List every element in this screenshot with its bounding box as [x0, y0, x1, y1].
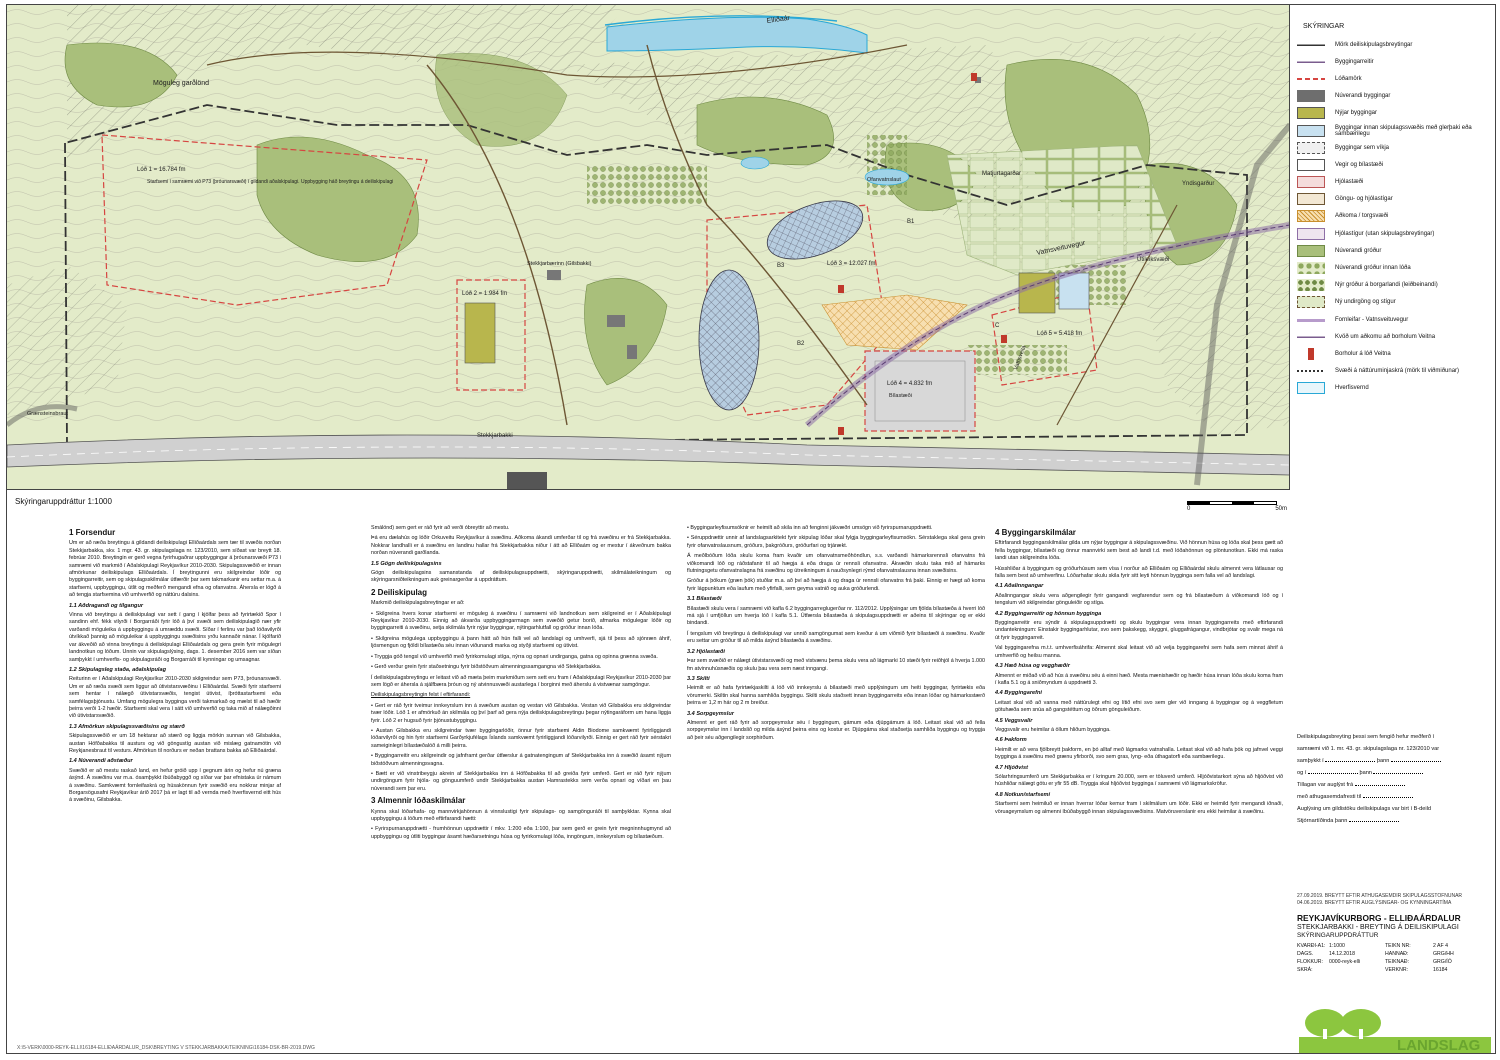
paragraph: Eftirfarandi byggingarskilmálar gilda um nýjar byggingar á skipulagssvæðinu. Við hönnun húsa og lóða skal þess gætt að fella byggingar, bílastæði og önnur mannvirki sem best að landi t.d. með lóðahönnun og plöntunotkun. Ekki má raska landi utan skilgreindra lóða. [995, 540, 1283, 562]
legend-item [1297, 328, 1491, 345]
bullet: • Séruppdrættir unnir af landslagsarkitekt fyrir skipulag lóðar skal fylgja byggingarleyfisumsókn. Sérstaklega skal gera grein fyrir ofanvatnslausnum, gróðurs, þakgróðurs, gróðurfari og trjárækt. [687, 535, 985, 549]
bullet: • Gerð verður grein fyrir staðsetningu fyrir biðstöðvum almenningssamgangna við Stekkjarbakka. [371, 664, 602, 671]
label-c: C [995, 323, 1000, 329]
paragraph: Heimilt er að hafa fyrirtækjaskilti á lóð við innkeyrslu á bílastæði með upplýsingum um heiti byggingar, fyrirtækis eða vörumerki. Skiltin skal hanna samhliða byggingu. Skilti skulu staðsett innan byggingarreits eða innan lóðar og hámarksstærð þeirra er 1,2 m hár og 2 m breiður. [687, 685, 985, 707]
approval-line-3 [1297, 755, 1492, 767]
label-stekkjarbaer: Stekkjarbærinn (Gilsbakki) [527, 261, 592, 267]
label-vatnsveituvegur: Vatnsveituvegur [1035, 239, 1087, 257]
text-column-3 [687, 525, 985, 1040]
subheading: 1.1 Aðdragandi og tilgangur [69, 602, 144, 609]
label-lot-1-note-text: Starfsemi í samræmi við P73 (þróunarsvæði) í gildandi aðalskipulagi. Uppbygging háð breytingu á deiliskipulagi [147, 179, 394, 185]
meta-value: 2 AF 4 [1433, 943, 1448, 949]
paragraph: Starfsemi sem heimiluð er innan hverrar lóðar kemur fram í skilmálum um lóðir. Ekki er heimild fyrir mengandi iðnaði, vöruageymslum og almenni íbúðabyggð innan skipulagssvæðisins. Matvöruverslanir eru ekki heimilar á svæðinu. [995, 801, 1283, 815]
label-stekkjarbakki: Stekkjarbakki [477, 433, 513, 439]
scale-bar-labels [1187, 506, 1287, 512]
legend-label: Núverandi gróður [1335, 247, 1382, 254]
legend-item [1297, 363, 1491, 380]
subheading: 3.4 Sorpgeymslur [687, 710, 734, 717]
legend-item [1297, 277, 1491, 294]
logo-trunk-2 [1359, 1029, 1363, 1039]
legend-swatch [1297, 370, 1325, 372]
paragraph: Reiturinn er í Aðalskipulagi Reykjavíkur 2010-2030 skilgreindur sem P73, þróunarsvæði. Um er að ræða svæði sem liggur að útivistarsvæðinu í Elliðaárdal. Svæði fyrir starfsemi sem hentar í nálægð útivistarsvæðis, tengist útivist, íþróttastarfsemi eða samfélagsþjónustu. Umfang mögulegra bygginga verði takmarkað og mælst til að hæðir þeirra verði 1-2 hæðir. Starfsemi skal vera í sátt við umhverfið og taka mið af nálægðinni við útivistarsvæðið. [69, 676, 281, 720]
legend-swatch [1297, 176, 1325, 188]
legend-swatch [1297, 56, 1325, 68]
legend-swatch [1297, 382, 1325, 394]
signature-blank[interactable] [1308, 773, 1358, 774]
site-plan-map[interactable] [7, 5, 1290, 490]
signature-blank[interactable] [1325, 761, 1375, 762]
tree-row-1 [587, 165, 707, 205]
existing-building-2 [607, 315, 625, 327]
legend-label: Aðkoma / torgsvæði [1335, 213, 1389, 220]
approval-line-1: Deiliskipulagsbreyting þessi sem fengið hefur meðferð í [1297, 734, 1435, 740]
subheading: 4.5 Veggsvalir [995, 717, 1033, 724]
scale-bar [1187, 501, 1287, 512]
meta-label: TEIKNAÐ: [1385, 959, 1409, 965]
heading-almennir-lodaskilmalar: 3 Almennir lóðaskilmálar [371, 796, 466, 806]
legend-item [1297, 225, 1491, 242]
approval-line-8 [1297, 815, 1492, 827]
label-b2: B2 [797, 341, 805, 347]
existing-building-3 [627, 345, 637, 359]
legend-swatch [1297, 159, 1325, 171]
legend-item [1297, 242, 1491, 259]
paragraph: Þá eru dælahús og lóðir Orkuveitu Reykjavíkur á svæðinu. Aðkoma ákandi umferðar til og frá svæðinu er frá Stekkjarbakka. Nokkrar landhalli er á svæðinu en landinu hallar frá Stekkjarbakka niður í átt að Elliðaám og er mestur í ákveðnum bakka norðan núverandi garðlanda. [371, 535, 671, 557]
map-canvas [7, 5, 1290, 490]
meta-value [1329, 966, 1385, 974]
subheading: 4.2 Byggingarreitir og hönnun bygginga [995, 610, 1102, 617]
paragraph: Leitast skal við að vanna með náttúrulegt efni og lítið efni svo sem gler við inngang á byggingar og á veggfletum götuhæða sem snúa að gangstéttum og öðrum gönguleiðum. [995, 699, 1283, 714]
paragraph: Í deiliskipulagsbreytingu er leitast við að mæta þeim markmiðum sem sett eru fram í Aðalskipulagi Reykjavíkur 2010-2030 þar sem lögð er áhersla á sjálfbæra þróun og ný atvinnusvæði austarlega í borginni með áherslu á vistvænar samgöngur. [371, 674, 671, 688]
pond-ofanvatnslaut-2 [741, 157, 769, 169]
legend-swatch [1297, 78, 1325, 80]
tree-row-3 [867, 135, 907, 195]
legend-label: Hverfisvernd [1335, 385, 1369, 392]
legend-label: Núverandi gróður innan lóða [1335, 265, 1411, 272]
heading-byggingarskilmalar: 4 Byggingarskilmálar [995, 528, 1076, 537]
text-column-2 [371, 525, 671, 1040]
legend-item [1297, 311, 1491, 328]
meta-label: TEIKN NR: [1385, 943, 1411, 949]
legend-label: Byggingar sem víkja [1335, 144, 1390, 151]
text-column-1 [69, 525, 281, 1040]
legend-swatch [1297, 228, 1325, 240]
bullet: • Austan Gilsbakka eru skilgreindar tvær byggingarlóðir, önnur fyrir starfsemi Aldin Biodome samkvæmt fyrirliggjandi lóðarvilyrði og hin fyrir starfsemi Garðyrkjufélags Íslands samkvæmt fyrirliggjandi lóðarvilyrði. Einnig er gert ráð fyrir sérstakri sameiginlegri bílastæðalóð á milli þeirra. [371, 727, 671, 749]
legend-item [1297, 294, 1491, 311]
legend-label: Hjólastæði [1335, 179, 1364, 186]
meta-label: DAGS. [1297, 951, 1314, 957]
subheading: 1.3 Afmörkun skipulagssvæðisins og stærð [69, 723, 185, 730]
subheading: 4.8 Notkun/starfsemi [995, 791, 1051, 798]
borehole-4 [971, 73, 977, 81]
label-lot-5-area: Lóð 5 = 5.418 fm [1037, 331, 1083, 337]
label-b3: B3 [777, 263, 785, 269]
revision-1: 27.09.2019. BREYTT EFTIR ATHUGASEMDIR SKIPULAGSSTOFNUNAR [1297, 893, 1463, 899]
bullet: • Skilgreina hvers konar starfsemi er möguleg á svæðinu í samræmi við landnotkun sem skilgreind er í Aðalskipulagi Reykjavíkur 2010-2030. Einnig að ákvarða uppbyggingarmagn sem svæðið getur borið, afmarka mögulegar lóðir og byggingarreiti á svæðinu, setja skilmála fyrir nýjar byggingar, nýtingarhlutfall og gróður innan lóða. [371, 610, 671, 632]
legend-item [1297, 139, 1491, 156]
drawing-name: SKÝRINGARUPPDRÁTTUR [1297, 932, 1379, 939]
legend-items [1297, 36, 1491, 397]
legend-item [1297, 156, 1491, 173]
date-blank[interactable] [1355, 785, 1405, 786]
meta-label: HANNAÐ: [1385, 951, 1409, 957]
meta-label: KVARÐI-A1: [1297, 943, 1326, 949]
scale-bar-graphic [1187, 501, 1277, 505]
title-block [1297, 913, 1491, 974]
label-lot-2-area: Lóð 2 = 1.984 fm [462, 291, 508, 297]
date-blank[interactable] [1391, 761, 1441, 762]
paragraph: Vinna við breytingu á deiliskipulagi var sett í gang í kjölfar þess að fyrirtækið Spor í sandinn ehf. fékk vilyrði í Borgarráði fyrir lóð á því svæði sem deiliskipulagið nær yfir varðandi möguleika á uppbyggingu á umræddu svæði. Síðar í ferlinu var það lóðavilyrði útvíkkað þannig að möguleikar á uppbyggingu svæðisins yrðu kannaðir nánar. Í kjölfarið var ákveðið að vinna breytingu á deiliskipulagi Elliðaárdals og gera grein fyrir mögulegri landnotkun og lóðum. Unnin var skipulagslýsing, dags. 1. desember 2016 sem var síðan samþykkt í umhverfis- og skipulagsráði og Borgarráði til kynningar og umsagnar. [69, 612, 281, 663]
paragraph: Bílastæði skulu vera í samræmi við kafla 6.2 byggingarreglugerðar nr. 112/2012. Upplýsingar um fjölda bílastæða á hverri lóð má sjá í umfjöllun um hverja lóð í kafla 5.1. Útfærsla bílastæða á skipulagsuppdrætti er aðeins til skýringar og er ekki bindandi. [687, 605, 985, 627]
river-ellidaar [607, 17, 867, 53]
landslag-logo-graphic [1299, 1007, 1491, 1053]
legend-swatch [1297, 262, 1325, 274]
legend-label: Byggingarreitir [1335, 58, 1374, 65]
approval-pann-1: þann [1376, 758, 1390, 764]
meta-value: GRG/HH [1433, 951, 1454, 957]
label-matjurtagardar: Matjurtagarðar [982, 171, 1022, 177]
legend-item [1297, 191, 1491, 208]
paragraph: Markmið deiliskipulagsbreytingar er að: [371, 600, 465, 607]
logo-text: LANDSLAG [1397, 1037, 1481, 1053]
legend-item [1297, 208, 1491, 225]
meta-value: GRG/ÍÓ [1433, 959, 1452, 965]
meta-value: 0000-reyk-elli [1329, 959, 1361, 965]
legend-swatch [1297, 90, 1325, 102]
project-name: STEKKJARBAKKI - BREYTING Á DEILISKIPULAGI [1297, 924, 1459, 931]
legend-swatch [1297, 125, 1325, 137]
glass-dome-1-grid [699, 270, 759, 410]
drawing-sheet [6, 4, 1496, 1054]
legend-swatch [1297, 107, 1325, 119]
legend-item [1297, 174, 1491, 191]
borehole-2 [838, 427, 844, 435]
bullet: • Byggingarleyfisumsóknir er heimilt að skila inn að fenginni jákvæðri umsögn við fyrirspurnaruppdrætti. [687, 525, 933, 531]
heading-deiliskipulag: 2 Deiliskipulag [371, 587, 428, 597]
label-utileiksvaedi: Útileiksvæði [1137, 257, 1170, 263]
subheading: 4.6 Þakform [995, 737, 1027, 744]
legend-label: Vegir og bílastæði [1335, 161, 1384, 168]
subheading: 4.7 Hljóðvist [995, 764, 1028, 771]
legend-item [1297, 36, 1491, 53]
legend [1291, 5, 1497, 525]
subheading: 3.1 Bílastæði [687, 596, 722, 603]
legend-swatch [1297, 314, 1325, 326]
scale-label-start: 0 [1187, 506, 1191, 512]
date-blank[interactable] [1363, 797, 1413, 798]
logo-trunk-1 [1323, 1029, 1327, 1039]
paragraph: Á meðlbóðum lóða skulu koma fram kvaðir um ofanvatnsmeðhöndlun, s.s. varðandi hámarksrennsli ofanvatns frá viðkomandi lóð og ráðstafanir til að hægja á eða draga úr rennsli ofanvatns. Ákvæðin skulu taka mið af hámarks flutningsgetu ofanvatnslagna frá svæðinu og útreikningum á nauðsynlegri rýmd ofanvatnslausna innan svæðisins. [687, 553, 985, 575]
heading-forsendur: 1 Forsendur [69, 528, 116, 537]
paragraph: Þar sem svæðið er nálægt útivistarsvæði og með vistvænu þema skulu vera að lágmarki 10 stæði fyrir reiðhjól á hverja 1.000 fm atvinnuhúsnæðis og skulu þau vera sem næst inngangi. [687, 658, 985, 672]
approval-line-4 [1297, 767, 1492, 779]
legend-label: Ný undirgöng og stígur [1335, 299, 1396, 306]
bullet: • Bætt er við vinstribeygju akrein af Stekkjarbakka inn á Höfðabakka til að greiða fyrir umferð. Gert er ráð fyrir nýjum undirgöngum fyrir hjóla- og gönguumferð undir Stekkjarbakka austan Hamrastekks sem verða opnari og víðari en þau núverandi sem þar eru. [371, 770, 671, 792]
revision-2: 04.06.2019. BREYTT EFTIR AUGLÝSINGAR- OG KYNNINGARTÍMA [1297, 900, 1452, 906]
approval-line-2: samræmi við 1. mr. 43. gr. skipulagslaga nr. 123/2010 var [1297, 746, 1440, 752]
paragraph: Byggingarreitir eru sýndir á skipulagsuppdrætti og skulu byggingar vera innan byggingarreits með eftirfarandi undantekningum: Einstakir byggingarhlutar, svo sem þakskegg, skyggni, gluggafrágangur, vindbrjótar og svalir mega ná út fyrir byggingarreit. [995, 620, 1283, 641]
subheading: 3.2 Hjólastæði [687, 648, 725, 655]
subheading: 4.3 Hæð húsa og vegghæðir [995, 663, 1070, 670]
paragraph: Sólarhringsumferð um Stekkjarbakka er í kringum 20.000, sem er töluverð umferð. Hljóðvistarkort sýna að hljóðvist við húshliðar nálægt götu er yfir 55 dB. Tryggja skal hljóðvist bygginga í samræmi við lágmarkskröfur. [995, 773, 1283, 788]
legend-item [1297, 122, 1491, 139]
scale-label-end: 50m [1275, 506, 1287, 512]
label-lot-5-note: Vatnsveita [1013, 344, 1028, 371]
legend-swatch [1297, 142, 1325, 154]
bullet: • Tryggja góð tengsl við umhverfið með fyrirkomulagi stíga, nýrra og opnari undirganga, gatna og opinna grænna svæða. [371, 653, 658, 660]
legend-item [1297, 88, 1491, 105]
approval-line-7: Auglýsing um gildistöku deiliskipulags var birt í B-deild [1297, 806, 1432, 812]
paragraph: Skipulagssvæðið er um 18 hektarar að stærð og liggja mörkin sunnan við Gilsbakka, austan Höfðabakka til austurs og við göngustíg austan við mislæg gatnamótin við Reykjanesbraut til vesturs. Afmörkun til norðurs er neðan brattans bakka að Elliðaárdal. [69, 733, 281, 754]
label-lot-4-area: Lóð 4 = 4.832 fm [887, 381, 933, 387]
legend-label: Byggingar innan skipulagssvæðis með glerþaki eða sambærilegu [1335, 124, 1472, 137]
paragraph: Svæðið er að mestu raskað land, en hefur gróið upp í gegnum árin og hefur nú græna ásýnd. Á svæðinu var m.a. ósamþykkt íbúðabyggð og síðar var þar efnistaka úr námum á svæðinu. Samkvæmt fornleifaskrá og húsakönnun fyrir svæðið eru nokkrar minjar af Borgarsögusafni Reykjavíkur árið 2017 þá er lagt til að vernda með hverfisvernd eitt hús á svæðinu, Gilsbakka. [69, 767, 281, 804]
approval-og-i: og í [1297, 770, 1307, 776]
label-lot-1-area: Lóð 1 = 16.784 fm [137, 167, 186, 173]
paragraph: Gögn deiliskipulagsins samanstanda af deiliskipulagsuppdrætti, skýringaruppdrætti, skilmálateikningum og skýringarsniðteikningum auk greinargerðar á uppdráttum. [371, 570, 671, 584]
meta-value: 14.12.2018 [1329, 951, 1355, 957]
legend-swatch [1297, 331, 1325, 343]
approval-pann-2: þann [1359, 770, 1372, 776]
subheading: 1.4 Núverandi aðstæður [69, 758, 133, 765]
label-b1: B1 [907, 219, 915, 225]
meta-label: SKRÁ: [1297, 967, 1313, 973]
existing-building-4 [507, 472, 547, 490]
legend-label: Nýr gróður á borgarlandi (leiðbeinandi) [1335, 282, 1438, 289]
meta-label: VERKNR: [1385, 967, 1409, 973]
label-lot-1-note [147, 178, 393, 185]
approval-line-5 [1297, 779, 1492, 791]
approval-auglyst: Tillagan var auglýst frá [1297, 782, 1354, 788]
legend-item [1297, 259, 1491, 276]
paragraph: Í tengslum við breytingu á deiliskipulagi var unnið samgöngumat sem kveður á um viðmið fyrir bílastæði á svæðinu. Kvaðir eru settar um gróður til að milda ásýnd bílastæða á svæðinu. [687, 630, 985, 645]
lot-2-building [465, 303, 495, 363]
subheading: 4.4 Byggingarefni [995, 690, 1042, 697]
label-west-road: Grænsteinsbraut [27, 411, 68, 417]
paragraph: Veggsvalir eru heimilar á öllum hliðum bygginga. [995, 726, 1111, 733]
label-ofanvatnslaut: Ofanvatnslaut [867, 177, 901, 183]
subheading: 1.5 Gögn deiliskipulagsins [371, 560, 442, 567]
text-column-4 [995, 525, 1283, 1040]
subheading: 3.3 Skilti [687, 675, 710, 682]
label-lot-4-note: Bílastæði [889, 393, 912, 399]
glass-building-east [1059, 273, 1089, 309]
paragraph: Heimilt er að vera fjölbreytt þakform, en þó alltaf með lágmarks vatnshalla. Leitast skal við að hafa þök og jafnvel veggi bygginga á svæðinu með grænu yfirborði, svo sem gras, lyng- eða úthagatorfi eða sambærilegu. [995, 746, 1283, 761]
legend-label: Göngu- og hjólastígar [1335, 196, 1393, 203]
legend-label: Nýjar byggingar [1335, 110, 1378, 117]
client-name: REYKJAVÍKURBORG - ELLIÐAÁRDALUR [1297, 913, 1461, 923]
paragraph: Val byggingarefna m.t.t. umhverfisáhrifa: Almennt skal leitast við að velja byggingarefni sem hafa sem minnst áhrif á umhverfið og heilsu manna. [995, 645, 1283, 659]
borehole-3 [1001, 335, 1007, 343]
subheading: 4.1 Aðalinngangar [995, 583, 1044, 590]
approval-line-6 [1297, 791, 1492, 803]
meta-value: 1:1000 [1329, 943, 1345, 949]
legend-label: Hjólastígur (utan skipulagsbreytingar) [1335, 230, 1435, 237]
legend-item [1297, 70, 1491, 87]
drawing-meta [1297, 942, 1491, 974]
approval-frestur: með athugasemdafresti til [1297, 794, 1362, 800]
legend-item [1297, 105, 1491, 122]
meta-label: FLOKKUR: [1297, 959, 1323, 965]
legend-swatch [1297, 193, 1325, 205]
subheading: 1.2 Skipulagsleg staða, aðalskipulag [69, 666, 166, 673]
bullet: • Byggingarreitir eru skilgreindir og jafnframt gerðar útfærslur á gatnatengingum af Stekkjarbakka inn á svæðið ásamt nýjum biðstöðvum almenningsvagna. [371, 753, 671, 767]
legend-label: Borholur á lóð Veitna [1335, 350, 1391, 357]
legend-swatch [1297, 39, 1325, 51]
date-blank[interactable] [1349, 821, 1399, 822]
legend-swatch [1297, 245, 1325, 257]
legend-label: Svæði á náttúruminjaskrá (mörk til viðmiðunar) [1335, 368, 1460, 375]
label-river: Elliðaár [766, 14, 791, 25]
label-yndisgardur: Yndisgarður [1182, 181, 1215, 187]
label-lot-3-area: Lóð 3 = 12.027 fm [827, 261, 876, 267]
borehole-1 [838, 285, 844, 293]
bullet: • Gert er ráð fyrir tveimur innkeyrslum inn á svæðum austan og vestan við Gilsbakka. Vestan við Gilsbakka eru skilgreindar tvær lóðir. Lóð 1 er afmörkuð án skilmála og því þarf að gera nýja deiliskipulagsbreytingu þegar nýtingaráform um hana liggja fyrir. Lóð 2 er hugsuð fyrir þjónustubyggingu. [371, 702, 671, 724]
paragraph: Aðalinngangar skulu vera aðgengilegir fyrir gangandi vegfarendur sem og frá bílastæðum á viðkomandi lóð og í tengslum við skilgreindar gönguleiðir og stíga. [995, 592, 1283, 607]
paragraph: Almennt er miðað við að hús á svæðinu séu á einni hæð. Mesta mænishæðir og hæðir húsa innan lóða skulu koma fram í kafla 5.1 og á sniðmyndum á uppdrætti 3. [995, 672, 1283, 686]
meta-value: 16184 [1433, 967, 1448, 973]
legend-swatch [1297, 279, 1325, 291]
legend-label: Núverandi byggingar [1335, 93, 1391, 100]
landslag-logo [1299, 1007, 1491, 1053]
legend-swatch [1297, 296, 1325, 308]
bullet: • Fyrirspurnaruppdrætti - frumhönnun uppdrættir í mkv. 1:200 eða 1:100, þar sem gerð er grein fyrir megninnhugmynd að uppbyggingu og útliti byggingar ásamt hæðarsetningu húsa og fyrirkomulagi lóða, inngöngum, innkeyrslum og bílastæðum. [371, 826, 671, 840]
legend-label: Kvöð um aðkomu að borholum Veitna [1335, 333, 1436, 340]
paragraph: Hússhliðar á byggingum og gróðurhúsum sem vísa í norður að Elliðaám og Elliðaárdal skulu almennt vera látlausar og falla sem best að umhverfinu. Lóðarhafar skulu skila fyrir sitt leyti hönnun bygginga sem falla vel að landslagi. [995, 565, 1283, 580]
paragraph: Um er að ræða breytingu á gildandi deiliskipulagi Elliðaárdals sem tær til svæðis norðan Stekkjarbakka, skv. 1 mgr. 43. gr. skipulagslaga nr. 123/2010, sem síðast var breytt 18. febrúar 2010. Breytingin er gerð vegna fyrirhugaðrar uppbyggingar á þróunarsvæði P73 í samræmi við markmið í Aðalskipulagi Reykjavíkur 2010-2030. Skipulagssvæðið er innan afmörkunar deiliskipulags Elliðaárdals. Í breytingunni eru skilgreindar lóðir og byggingarreitir, sem og skipulagsskilmálar útfærðir þar sem takmarkanir eru settar m.a. á starfsemi, uppbyggingu, útlit og meðferð mengandi efna og ofanvatns. Áhersla er lögð á að tengja starfsemina við umhverfið og náttúru dalsins. [69, 540, 281, 599]
legend-label: Mörk deiliskipulagsbreytingar [1335, 41, 1413, 48]
file-path-footer: X:\5-VERK\0000-REYK-ELLI\16184-ELLIÐAÁRDALUR_DSK\BREYTING V STEKKJARBAKKA\TEIKNING\16184-DSK-BR-2019.DWG [17, 1045, 315, 1051]
date-blank[interactable] [1373, 773, 1423, 774]
bullet: • Skilgreina mögulega uppbyggingu á þann hátt að hún falli vel að landslagi og umhverfi, sjá til þess að sjónræn áhrif, ljósmengun og fjöldi bílastæða séu innan viðunandi marka og styðji starfsemi og útivist. [371, 635, 671, 650]
legend-label: Lóðamörk [1335, 75, 1362, 82]
legend-swatch [1297, 210, 1325, 222]
map-caption: Skýringaruppdráttur 1:1000 [15, 497, 112, 506]
paragraph: Smálönd) sem gert er ráð fyrir að verði óbreyttir að mestu. [371, 525, 510, 531]
paragraph: Kynna skal lóðarhafa- og mannvirkjahönnun á vinnslustigi fyrir skipulags- og samgönguráði til samþykktar. Kynna skal uppbyggingu á lóðum með eftirfarandi hætti: [371, 808, 671, 822]
approval-stjornartidindi: Stjórnartíðinda þann [1297, 818, 1348, 824]
approval-samthykkt: samþykkt í [1297, 758, 1324, 764]
revision-notes [1297, 893, 1492, 907]
label-moguleg-gardlond: Möguleg garðlönd [153, 80, 210, 87]
legend-item [1297, 345, 1491, 362]
existing-building-1 [547, 270, 561, 280]
legend-item [1297, 380, 1491, 397]
legend-label: Fornleifar - Vatnsveituvegur [1335, 316, 1409, 323]
approval-block [1297, 731, 1492, 827]
legend-title: SKÝRINGAR [1303, 23, 1345, 30]
underlined-heading: Deiliskipulagsbreytingin felst í eftirfarandi: [371, 692, 471, 699]
legend-swatch [1297, 348, 1325, 360]
legend-item [1297, 53, 1491, 70]
paragraph: Almennt er gert ráð fyrir að sorpgeymslur séu í byggingum, gámum eða djúpgámum á lóð. Leitast skal við að fella sorpgeymslur inn í landslið og milda ásýnd þeirra eins og kostur er. Djúpgáma skal staðsetja samhliða byggingu og tryggja að þeir séu aðgengilegir sorphirðum. [687, 719, 985, 741]
paragraph: Gróður á þökum (græn þök) stuðlar m.a. að því að hægja á og draga úr rennsli ofanvatns frá þaki. Einnig er hægt að koma fyrir lágpunktum eða laufum með yfirfalli, sem geyma vatnið og auka gróðurlendi. [687, 578, 985, 592]
